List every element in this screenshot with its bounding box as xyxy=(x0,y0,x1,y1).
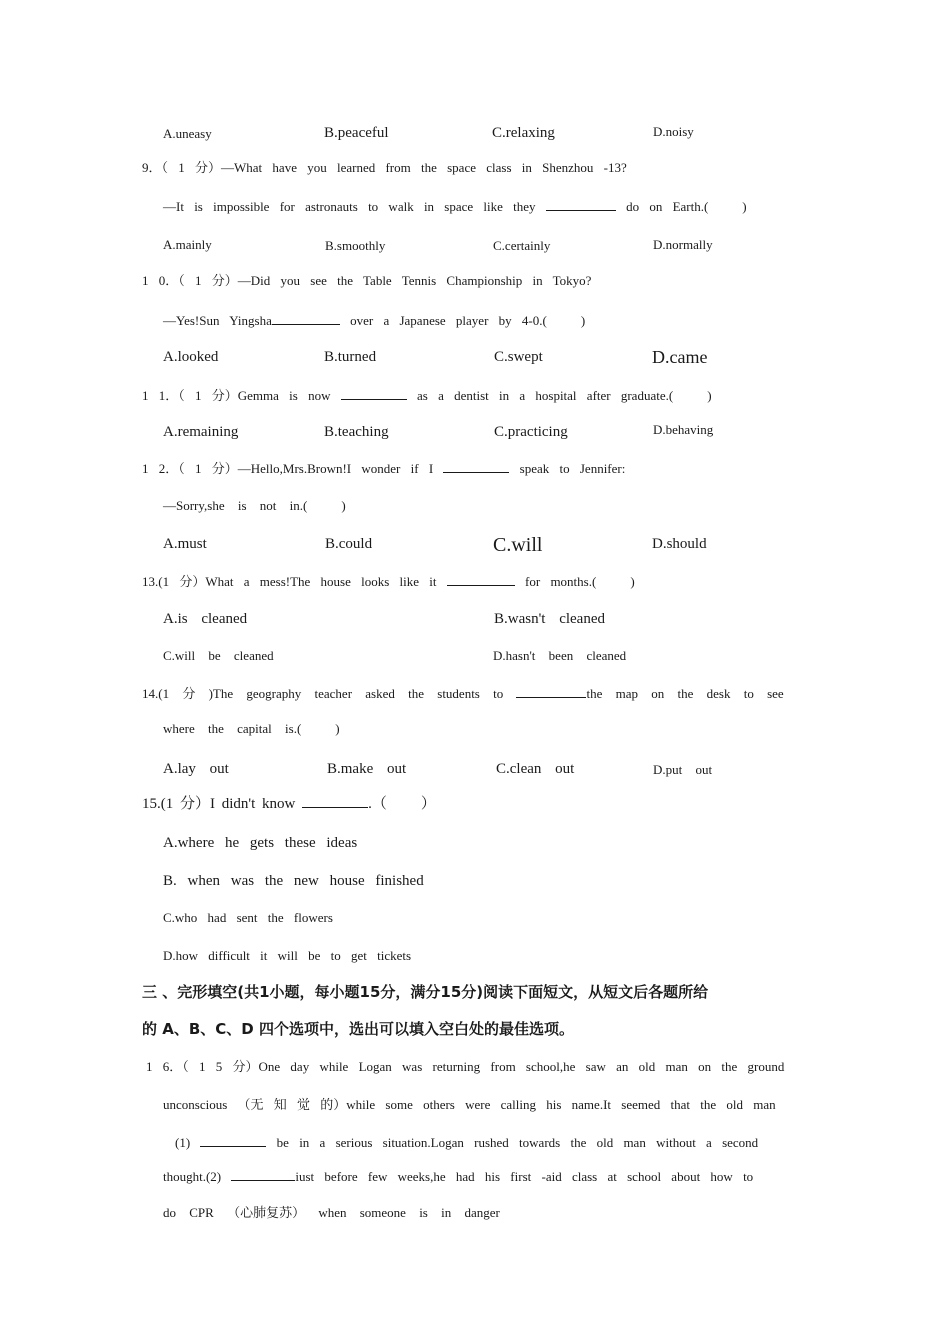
q13-option-c: C.will be cleaned xyxy=(163,648,274,663)
answer-blank xyxy=(231,1179,295,1181)
q16-line2: unconscious （无 知 觉 的）while some others were calling his name.It seemed that the old man xyxy=(163,1097,776,1112)
q10-line2: —Yes!Sun Yingsha over a Japanese player by 4-0.( ) xyxy=(163,313,586,328)
q11-option-c: C.practicing xyxy=(494,424,568,440)
answer-blank xyxy=(546,209,616,211)
q9-option-a: A.mainly xyxy=(163,237,212,252)
q9-option-c: C.certainly xyxy=(493,238,551,253)
q13-stem: 13.(1 分）What a mess!The house looks like it for months.( ) xyxy=(142,574,635,589)
q10-option-d: D.came xyxy=(652,347,708,367)
section-heading-line2: 的 A、B、C、D 四个选项中，选出可以填入空白处的最佳选项。 xyxy=(142,1020,574,1038)
q11-number: 1 1．（ 1 分） xyxy=(142,388,238,403)
q14-option-b: B.make out xyxy=(327,761,407,777)
q11-stem: 1 1．（ 1 分）Gemma is now as a dentist in a hospital after graduate.( ) xyxy=(142,388,712,403)
q14-number: 14.(1 分 ) xyxy=(142,686,213,701)
q10-number: 1 0．（ 1 分） xyxy=(142,273,238,288)
section-heading: 三 、完形填空(共1小题，每小题15分，满分15分)阅读下面短文，从短文后各题所给 xyxy=(142,983,709,1001)
q12-option-c: C.will xyxy=(493,534,543,556)
q8-option-b: B.peaceful xyxy=(324,125,389,141)
q9-line2: —It is impossible for astronauts to walk in space like they do on Earth.( ) xyxy=(163,199,747,214)
q13-option-b: B.wasn't cleaned xyxy=(494,611,606,627)
answer-blank xyxy=(302,806,368,808)
q16-number: 1 6．（ 1 5 分） xyxy=(146,1059,259,1074)
q15-stem: 15.(1 分）I didn't know .（ ） xyxy=(142,796,436,812)
answer-blank xyxy=(341,398,407,400)
q15-option-b: B. when was the new house finished xyxy=(163,873,424,889)
q8-option-c: C.relaxing xyxy=(492,125,555,141)
q9-number: 9．（ 1 分） xyxy=(142,160,222,175)
q10-option-c: C.swept xyxy=(494,349,543,365)
q16-line5: do CPR （心肺复苏） when someone is in danger xyxy=(163,1205,500,1220)
q14-stem: 14.(1 分 )The geography teacher asked the students to the map on the desk to see xyxy=(142,686,784,701)
q14-option-d: D.put out xyxy=(653,762,713,777)
q15-option-a: A.where he gets these ideas xyxy=(163,835,358,851)
q9-option-d: D.normally xyxy=(653,237,713,252)
q14-option-c: C.clean out xyxy=(496,761,575,777)
q12-option-a: A.must xyxy=(163,536,207,552)
q10-option-b: B.turned xyxy=(324,349,377,365)
q14-option-a: A.lay out xyxy=(163,761,229,777)
q15-option-c: C.who had sent the flowers xyxy=(163,910,333,925)
q15-number: 15.(1 分） xyxy=(142,796,210,812)
q10-option-a: A.looked xyxy=(163,349,219,365)
q11-option-a: A.remaining xyxy=(163,424,239,440)
q13-option-a: A.is cleaned xyxy=(163,611,248,627)
answer-blank xyxy=(272,323,340,325)
q8-option-d: D.noisy xyxy=(653,124,694,139)
q13-option-d: D.hasn't been cleaned xyxy=(493,648,627,663)
q11-option-b: B.teaching xyxy=(324,424,389,440)
answer-blank xyxy=(200,1145,266,1147)
answer-blank xyxy=(516,696,586,698)
q14-line2: where the capital is.( ) xyxy=(163,721,340,736)
q12-line2: —Sorry,she is not in.( ) xyxy=(163,498,346,513)
q15-option-d: D.how difficult it will be to get tickets xyxy=(163,948,412,963)
q8-option-a: A.uneasy xyxy=(163,126,212,141)
q11-option-d: D.behaving xyxy=(653,422,714,437)
q16-line4: thought.(2) iust before few weeks,he had his first -aid class at school about how to xyxy=(163,1169,754,1184)
q16-line3: (1) be in a serious situation.Logan rushed towards the old man without a second xyxy=(175,1135,759,1150)
q12-option-d: D.should xyxy=(652,536,707,552)
q9-stem xyxy=(142,161,627,174)
q10-line1: —Did you see the Table Tennis Championship in Tokyo? xyxy=(237,273,592,288)
answer-blank xyxy=(443,471,509,473)
q16-line1: 1 6．（ 1 5 分）One day while Logan was returning from school,he saw an old man on the ground xyxy=(146,1059,785,1074)
q9-line1: —What have you learned from the space class in Shenzhou -13? xyxy=(221,160,627,175)
q13-number: 13.(1 分） xyxy=(142,574,206,589)
q10-stem xyxy=(142,274,591,287)
q12-stem: 1 2．（ 1 分）—Hello,Mrs.Brown!I wonder if I speak to Jennifer: xyxy=(142,461,626,476)
answer-blank xyxy=(447,584,515,586)
q9-option-b: B.smoothly xyxy=(325,238,386,253)
q12-number: 1 2．（ 1 分） xyxy=(142,461,238,476)
q12-option-b: B.could xyxy=(325,536,373,552)
